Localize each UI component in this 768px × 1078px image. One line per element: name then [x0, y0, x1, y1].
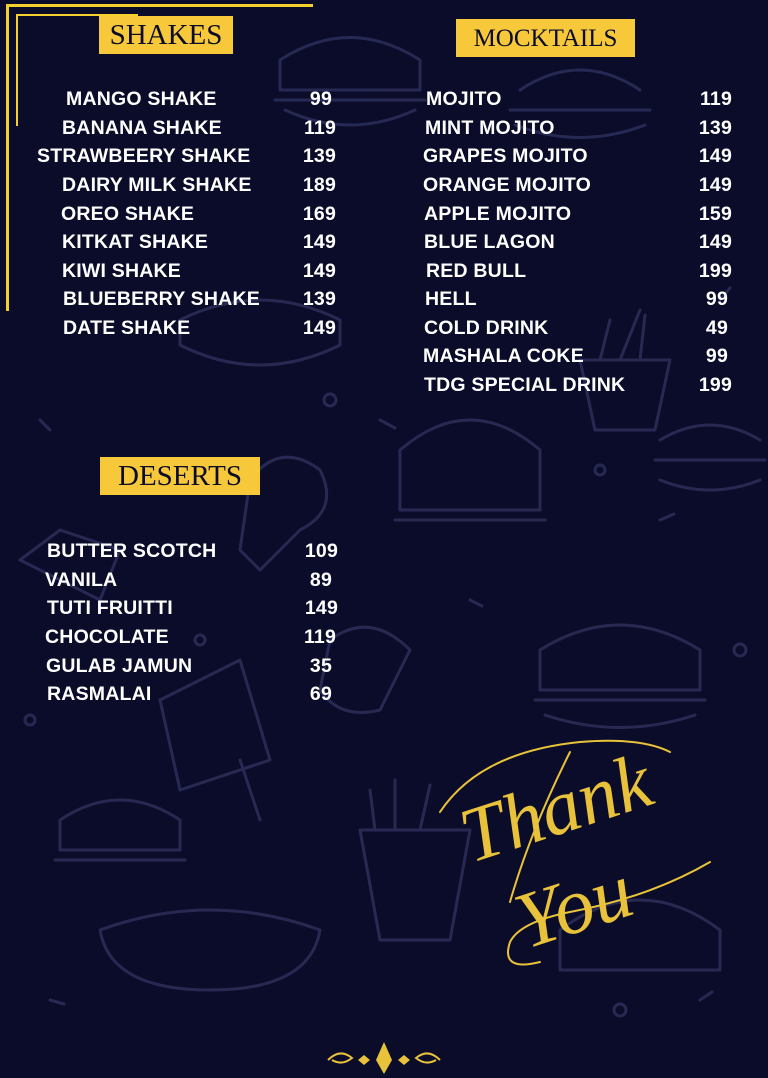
menu-item-price: 69	[309, 683, 332, 705]
thank-you-script	[420, 712, 720, 982]
menu-item-price: 109	[304, 540, 338, 562]
thank-text: Thank	[449, 736, 662, 880]
menu-item-price: 149	[302, 260, 336, 282]
menu-item-name: BUTTER SCOTCH	[47, 540, 217, 562]
menu-item-name: BLUEBERRY SHAKE	[63, 288, 260, 310]
menu-item-price: 159	[698, 203, 732, 225]
menu-item-price: 149	[302, 231, 336, 253]
menu-item-price: 139	[698, 117, 732, 139]
menu-item-price: 149	[304, 597, 338, 619]
menu-item-name: KIWI SHAKE	[62, 260, 181, 282]
menu-item-price: 49	[705, 317, 728, 339]
menu-item-price: 199	[698, 374, 732, 396]
menu-item-price: 99	[705, 345, 728, 367]
menu-item-price: 119	[303, 626, 336, 648]
menu-item-price: 99	[705, 288, 728, 310]
menu-item-name: TDG SPECIAL DRINK	[424, 374, 626, 396]
menu-item-name: STRAWBEERY SHAKE	[37, 145, 251, 167]
menu-item-name: BANANA SHAKE	[62, 117, 222, 139]
menu-item-name: MASHALA COKE	[423, 345, 584, 367]
menu-item-name: GULAB JAMUN	[46, 655, 193, 677]
menu-item-name: COLD DRINK	[424, 317, 549, 339]
menu-item-price: 99	[309, 88, 332, 110]
menu-item-name: OREO SHAKE	[61, 203, 195, 225]
menu-item-name: MANGO SHAKE	[66, 88, 217, 110]
menu-item-price: 149	[698, 174, 732, 196]
menu-item-price: 119	[699, 88, 732, 110]
menu-item-name: BLUE LAGON	[424, 231, 555, 253]
menu-item-name: DAIRY MILK SHAKE	[62, 174, 252, 196]
menu-item-name: ORANGE MOJITO	[423, 174, 592, 196]
deserts-heading: DESERTS	[100, 457, 260, 495]
menu-item-price: 149	[698, 145, 732, 167]
menu-item-name: RED BULL	[426, 260, 527, 282]
menu-item-name: RASMALAI	[47, 683, 152, 705]
menu-item-name: TUTI FRUITTI	[47, 597, 173, 619]
menu-item-name: CHOCOLATE	[45, 626, 169, 648]
menu-item-name: GRAPES MOJITO	[423, 145, 588, 167]
menu-item-name: MINT MOJITO	[425, 117, 555, 139]
menu-item-name: APPLE MOJITO	[424, 203, 572, 225]
menu-item-price: 89	[309, 569, 332, 591]
menu-item-price: 139	[302, 288, 336, 310]
shakes-heading: SHAKES	[99, 16, 233, 54]
gold-divider-ornament	[28, 1040, 740, 1074]
menu-item-price: 189	[302, 174, 336, 196]
menu-item-name: MOJITO	[426, 88, 502, 110]
menu-item-name: VANILA	[45, 569, 118, 591]
menu-item-name: HELL	[425, 288, 477, 310]
menu-item-price: 119	[303, 117, 336, 139]
menu-item-price: 149	[302, 317, 336, 339]
menu-item-name: DATE SHAKE	[63, 317, 191, 339]
mocktails-heading: MOCKTAILS	[456, 19, 635, 57]
menu-item-price: 199	[698, 260, 732, 282]
menu-item-price: 139	[302, 145, 336, 167]
you-text: You	[504, 846, 644, 967]
menu-item-name: KITKAT SHAKE	[62, 231, 209, 253]
menu-item-price: 149	[698, 231, 732, 253]
menu-item-price: 169	[302, 203, 336, 225]
menu-item-price: 35	[309, 655, 332, 677]
